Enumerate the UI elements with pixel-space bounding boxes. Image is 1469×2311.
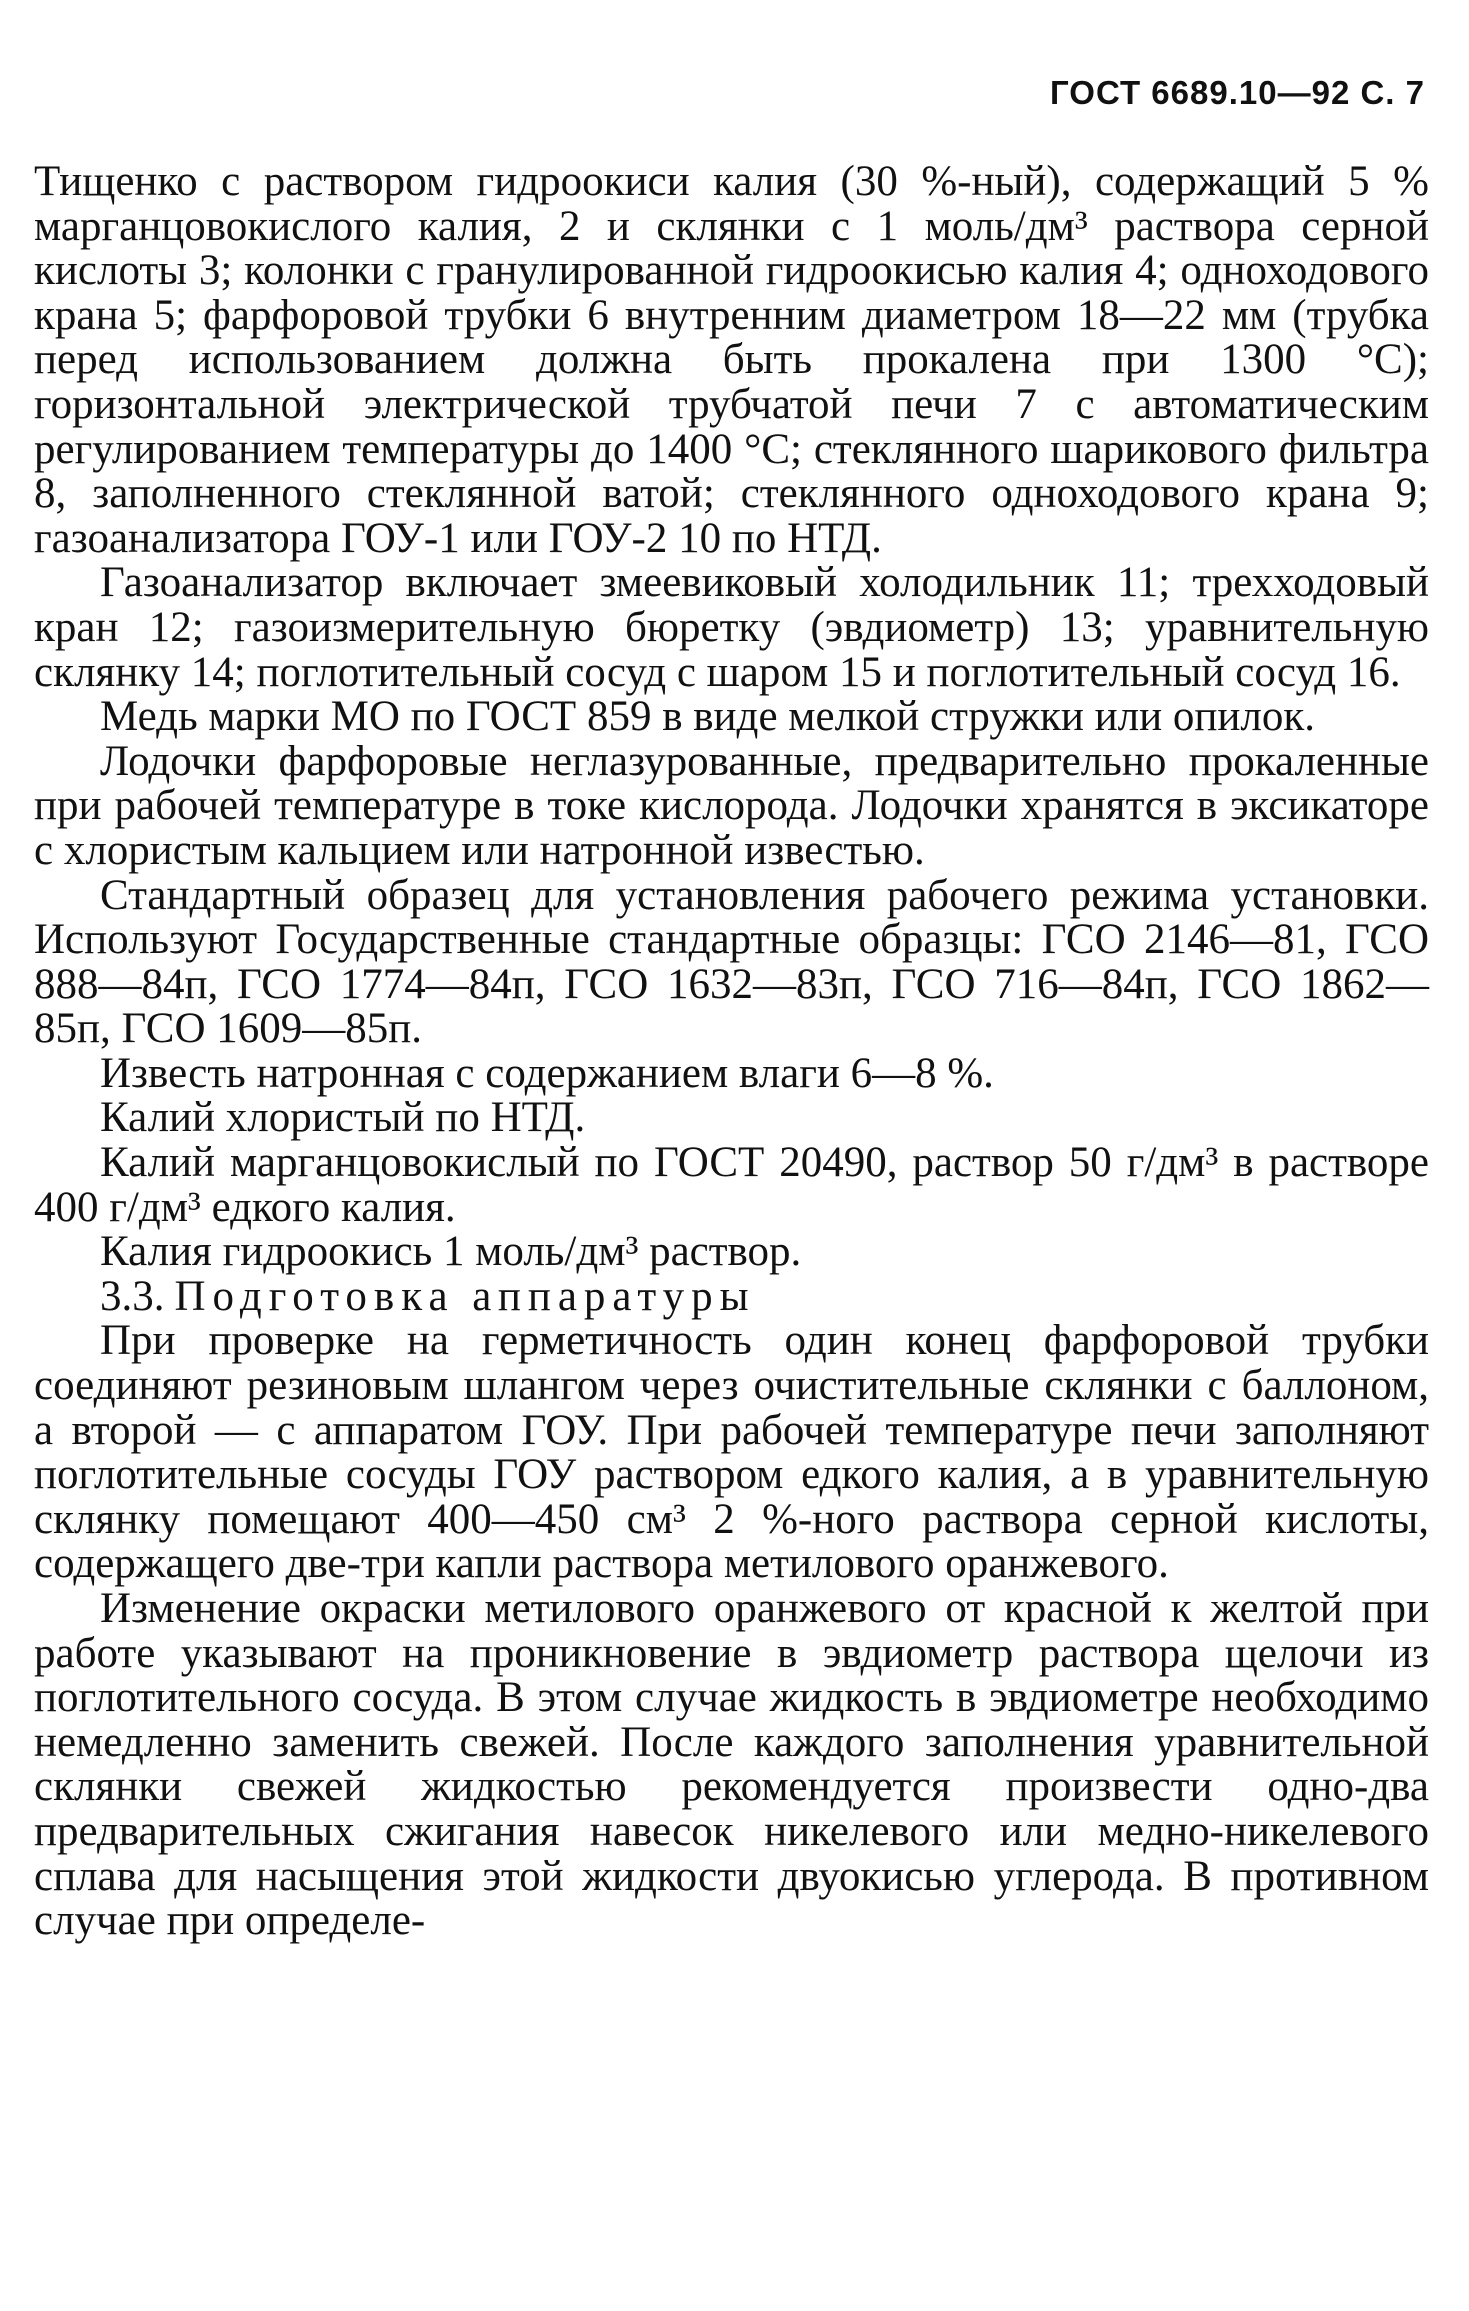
paragraph-standard-sample: Стандартный образец для установления рабочего режима установки. Используют Государственные стандартные образцы: ГСО 2146—81, ГСО 888—84п, ГСО 1774—84п, ГСО 1632—83п, ГСО 716—84п, ГСО 1862—85п, ГСО 1609—85п. (34, 871, 1429, 1053)
section-number: 3.3. (100, 1272, 165, 1320)
paragraph-continuation: Тищенко с раствором гидроокиси калия (30 %-ный), содержащий 5 % марганцовокислого калия, 2 и склянки с 1 моль/дм³ раствора серной кислоты 3; колонки с гранулированной гидроокисью калия 4; одноходового крана 5; фарфоровой трубки 6 внутренним диаметром 18—22 мм (трубка перед использованием должна быть прокалена при 1300 °С); горизонтальной электрической трубчатой печи 7 с автоматическим регулированием температуры до 1400 °С; стеклянного шарикового фильтра 8, заполненного стеклянной ватой; стеклянного одноходового крана 9; газоанализатора ГОУ-1 или ГОУ-2 10 по НТД. (34, 158, 1429, 562)
paragraph-copper: Медь марки МО по ГОСТ 859 в виде мелкой стружки или опилок. (100, 693, 1315, 741)
paragraph-gas-analyzer: Газоанализатор включает змеевиковый холодильник 11; трехходовый кран 12; газоизмерительную бюретку (эвдиометр) 13; уравнительную склянку 14; поглотительный сосуд с шаром 15 и поглотительный сосуд 16. (34, 559, 1429, 696)
section-heading (34, 1272, 1429, 1320)
paragraph-soda-lime: Известь натронная с содержанием влаги 6—8 %. (100, 1049, 994, 1097)
paragraph-potassium-hydroxide: Калия гидроокись 1 моль/дм³ раствор. (100, 1228, 802, 1276)
section-title: Подготовка аппаратуры (174, 1272, 756, 1320)
paragraph-boats: Лодочки фарфоровые неглазурованные, предварительно прокаленные при рабочей температуре в токе кислорода. Лодочки хранятся в эксикаторе с хлористым кальцием или натронной известью. (34, 737, 1429, 874)
running-header: ГОСТ 6689.10—92 С. 7 (1050, 74, 1425, 111)
page-body (34, 160, 1429, 1944)
paragraph-color-change: Изменение окраски метилового оранжевого от красной к желтой при работе указывают на проникновение в эвдиометр раствора щелочи из поглотительного сосуда. В этом случае жидкость в эвдиометре необходимо немедленно заменить свежей. После каждого заполнения уравнительной склянки свежей жидкостью рекомендуется произвести одно-два предварительных сжигания навесок никелевого или медно-никелевого сплава для насыщения этой жидкости двуокисью углерода. В противном случае при определе- (34, 1585, 1429, 1945)
paragraph-potassium-permanganate: Калий марганцовокислый по ГОСТ 20490, раствор 50 г/дм³ в растворе 400 г/дм³ едкого калия. (34, 1139, 1429, 1231)
paragraph-potassium-chloride: Калий хлористый по НТД. (100, 1094, 586, 1142)
paragraph-leak-test: При проверке на герметичность один конец фарфоровой трубки соединяют резиновым шлангом через очистительные склянки с баллоном, а второй — с аппаратом ГОУ. При рабочей температуре печи заполняют поглотительные сосуды ГОУ раствором едкого калия, а в уравнительную склянку помещают 400—450 см³ 2 %-ного раствора серной кислоты, содержащего две-три капли раствора метилового оранжевого. (34, 1317, 1429, 1588)
